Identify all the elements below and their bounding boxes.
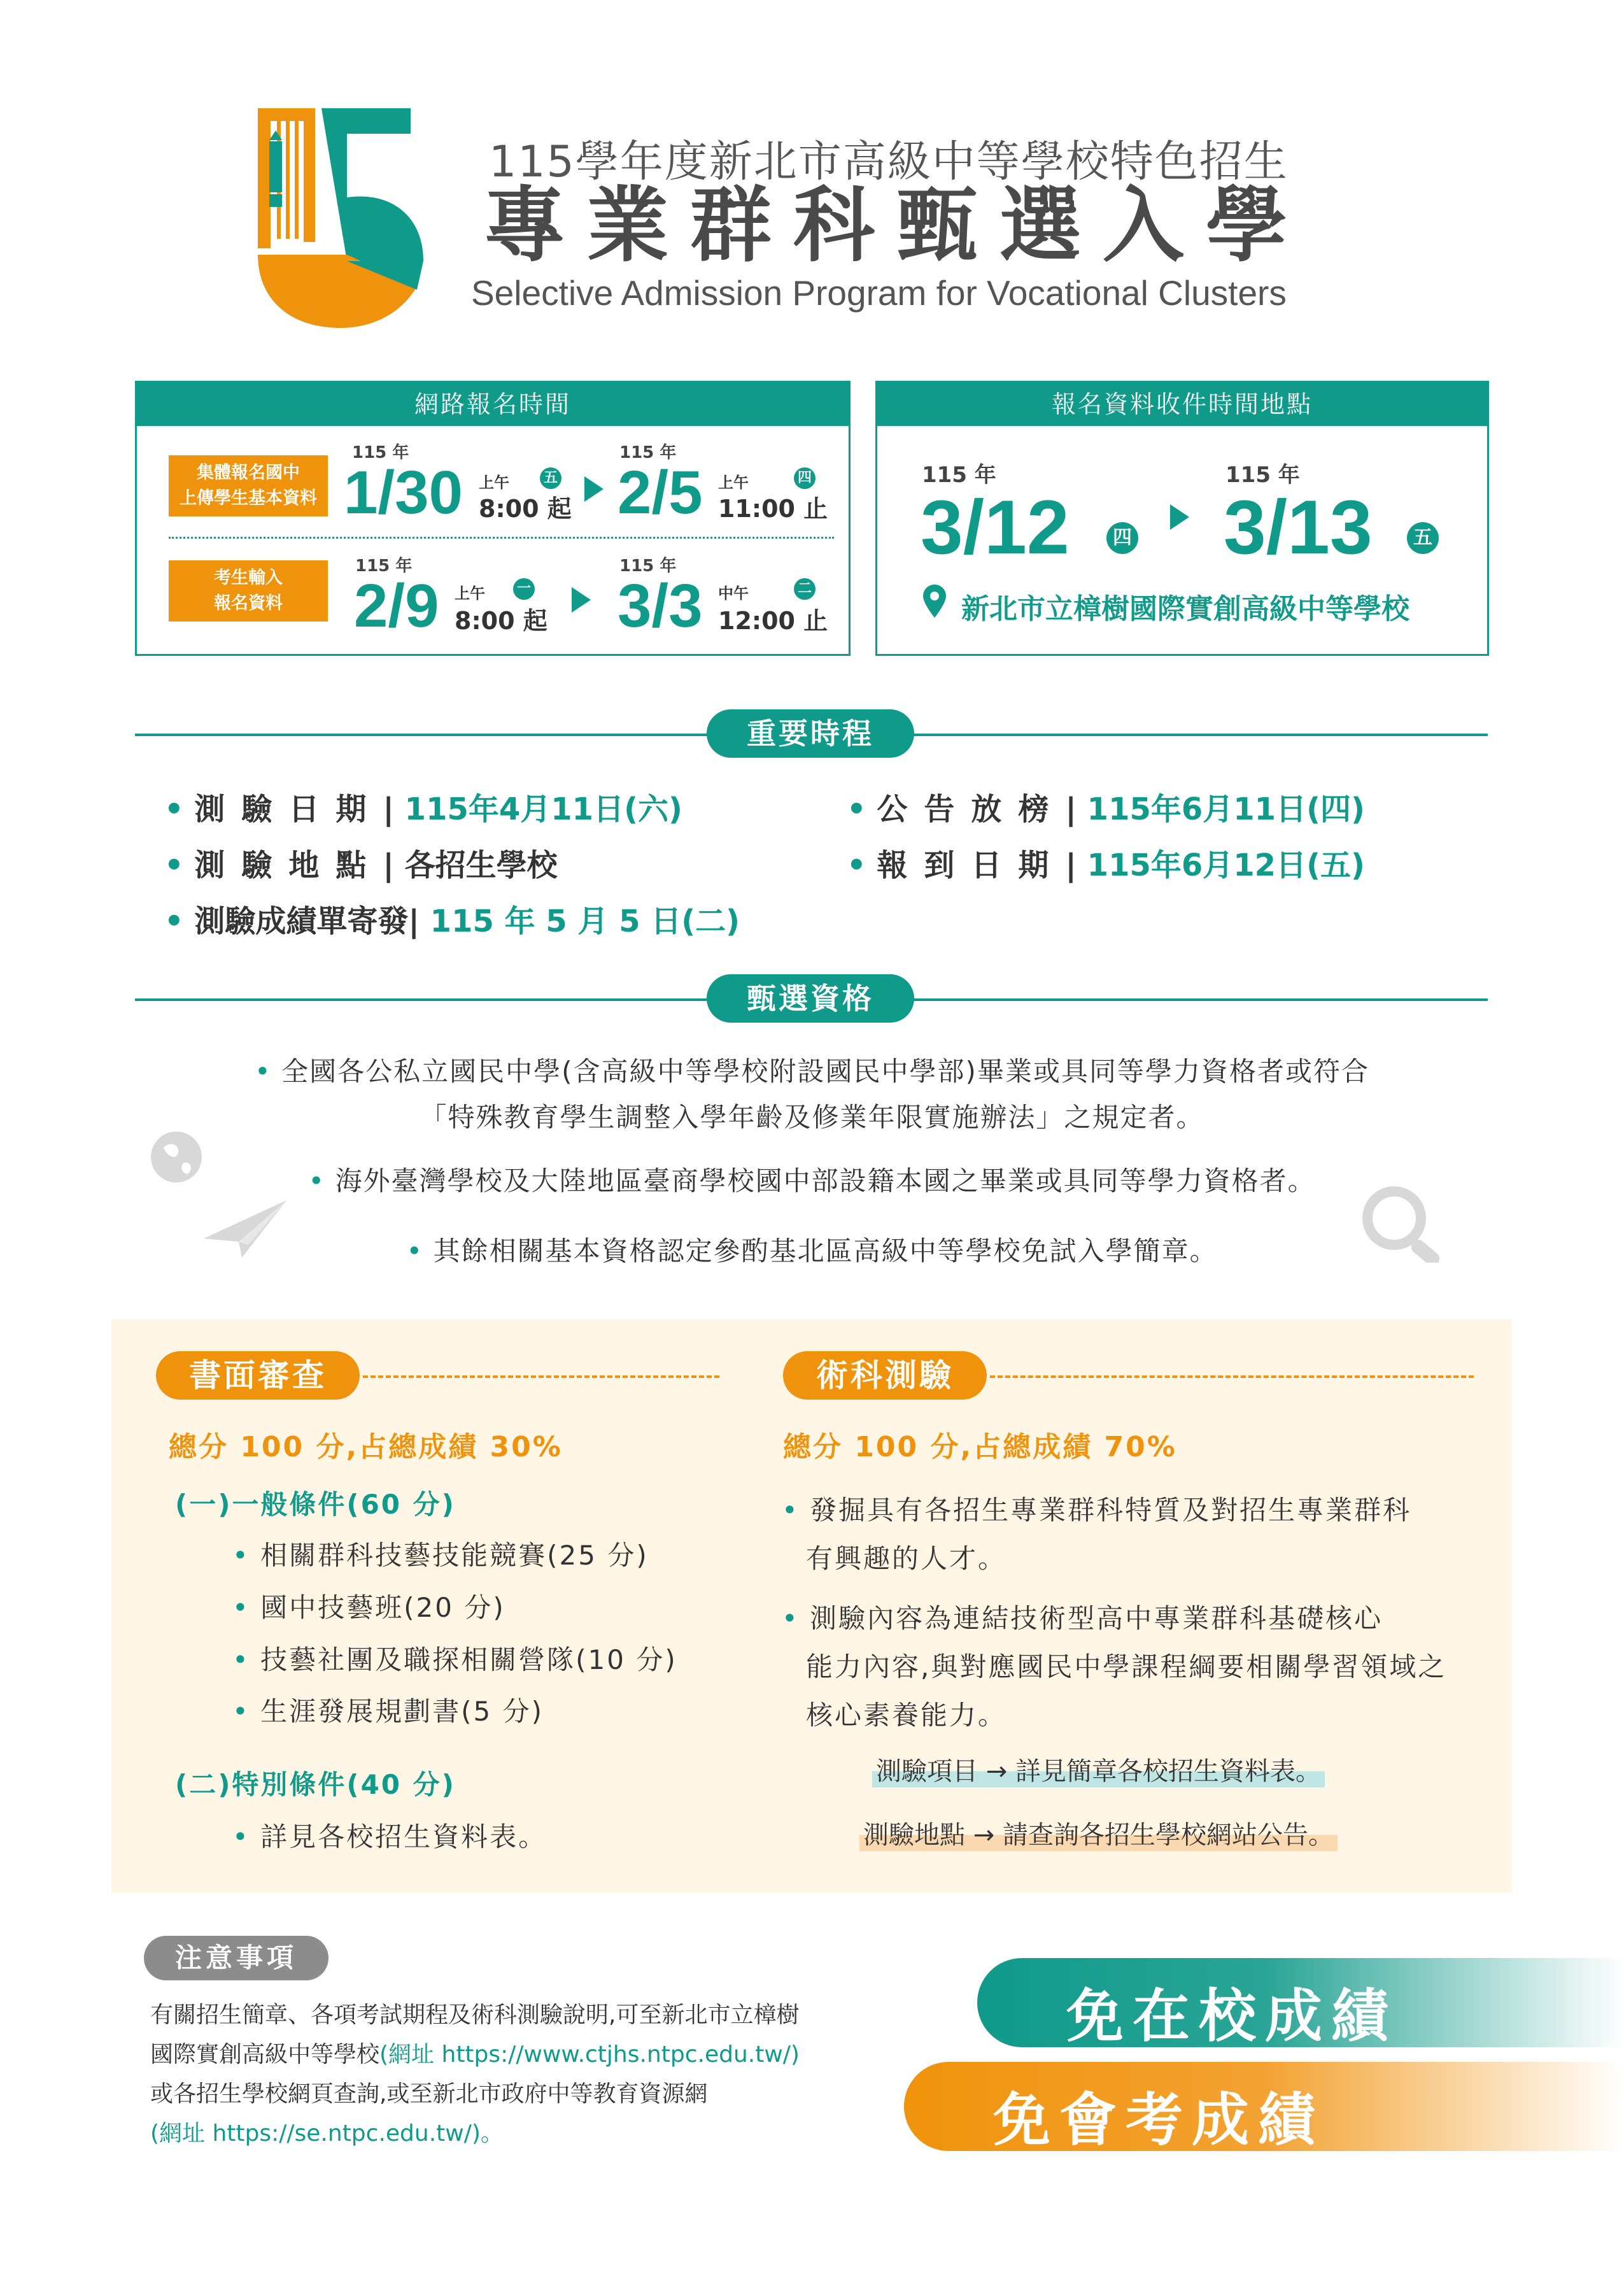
collection-arrow-icon bbox=[1170, 504, 1189, 530]
collection-start-year: 115 年 bbox=[922, 462, 996, 488]
row2-tag: 考生輸入 報名資料 bbox=[169, 560, 328, 621]
schedule-item-test-date: • 測驗日期| 115年4月11日(六) bbox=[164, 792, 682, 827]
logo-icon bbox=[251, 108, 423, 328]
notes-heading: 注意事項 bbox=[144, 1936, 328, 1980]
row2-start-day-badge: 一 bbox=[513, 578, 535, 600]
collection-location: 新北市立樟樹國際實創高級中等學校 bbox=[961, 593, 1409, 625]
row1-end-time: 11:00 止 bbox=[718, 495, 828, 523]
row1-start-ampm: 上午 bbox=[479, 474, 509, 492]
eligibility-line-2: 「特殊教育學生調整入學年齡及修業年限實施辦法」之規定者。 bbox=[420, 1102, 1204, 1133]
skill-test-items-note: 測驗項目 → 詳見簡章各校招生資料表。 bbox=[872, 1751, 1325, 1787]
location-pin-icon bbox=[923, 585, 946, 618]
eligibility-heading: 甄選資格 bbox=[707, 974, 914, 1023]
review-general-conditions: (一)一般條件(60 分) bbox=[175, 1489, 456, 1520]
review-item-3: • 技藝社團及職探相關營隊(10 分) bbox=[232, 1644, 677, 1675]
row2-end-time: 12:00 止 bbox=[718, 607, 828, 635]
schedule-item-score-mailing: • 測驗成績單寄發| 115 年 5 月 5 日(二) bbox=[164, 904, 740, 939]
header-english-title: Selective Admission Program for Vocational Clusters bbox=[471, 273, 1287, 313]
row1-tag: 集體報名國中 上傳學生基本資料 bbox=[169, 455, 328, 516]
review-score: 總分 100 分,占總成績 30% bbox=[169, 1431, 563, 1463]
eligibility-line-3: • 海外臺灣學校及大陸地區臺商學校國中部設籍本國之畢業或具同等學力資格者。 bbox=[308, 1165, 1316, 1196]
review-special-conditions: (二)特別條件(40 分) bbox=[175, 1769, 456, 1800]
skill-test-dash-line bbox=[990, 1375, 1474, 1378]
row2-end-year: 115 年 bbox=[619, 557, 677, 576]
online-registration-heading: 網路報名時間 bbox=[137, 383, 849, 426]
row2-arrow-icon bbox=[572, 587, 591, 613]
review-dash-line bbox=[363, 1375, 719, 1378]
review-item-1: • 相關群科技藝技能競賽(25 分) bbox=[232, 1540, 649, 1571]
row2-start-year: 115 年 bbox=[355, 557, 413, 576]
schedule-item-registration-date: • 報到日期| 115年6月12日(五) bbox=[847, 848, 1365, 883]
row1-start-day-badge: 五 bbox=[540, 467, 561, 489]
row1-arrow-icon bbox=[584, 476, 604, 502]
row2-start-ampm: 上午 bbox=[455, 585, 485, 602]
banner-no-exam-scores: 免會考成績 bbox=[904, 2062, 1624, 2151]
skill-test-heading: 術科測驗 bbox=[783, 1351, 987, 1400]
row2-end-day-badge: 二 bbox=[794, 578, 816, 600]
row1-end-ampm: 上午 bbox=[718, 474, 749, 492]
row2-start-time: 8:00 起 bbox=[455, 607, 547, 635]
collection-end-year: 115 年 bbox=[1225, 462, 1300, 488]
row-divider bbox=[169, 537, 834, 539]
skill-test-score: 總分 100 分,占總成績 70% bbox=[783, 1431, 1177, 1463]
header-subtitle: 115學年度新北市高級中等學校特色招生 bbox=[489, 137, 1289, 187]
row2-end-ampm: 中午 bbox=[718, 585, 749, 602]
row1-start-time: 8:00 起 bbox=[479, 495, 572, 523]
skill-test-location-note: 測驗地點 → 請查詢各招生學校網站公告。 bbox=[859, 1815, 1338, 1851]
review-item-4: • 生涯發展規劃書(5 分) bbox=[232, 1696, 544, 1727]
header-title: 專業群科甄選入學 bbox=[484, 178, 1310, 273]
collection-end-date: 3/13 bbox=[1224, 485, 1373, 570]
row1-end-year: 115 年 bbox=[619, 443, 677, 462]
review-heading: 書面審查 bbox=[156, 1351, 360, 1400]
eligibility-line-4: • 其餘相關基本資格認定參酌基北區高級中等學校免試入學簡章。 bbox=[406, 1235, 1218, 1267]
banner-no-school-grades: 免在校成績 bbox=[977, 1958, 1624, 2047]
collection-heading: 報名資料收件時間地點 bbox=[877, 383, 1487, 426]
schedule-item-announcement: • 公告放榜| 115年6月11日(四) bbox=[847, 792, 1365, 827]
row1-start-date: 1/30 bbox=[344, 458, 463, 527]
schedule-heading: 重要時程 bbox=[707, 709, 914, 758]
collection-start-day-badge: 四 bbox=[1106, 522, 1138, 554]
collection-start-date: 3/12 bbox=[921, 485, 1070, 570]
review-item-2: • 國中技藝班(20 分) bbox=[232, 1592, 505, 1623]
collection-end-day-badge: 五 bbox=[1407, 522, 1439, 554]
row1-start-year: 115 年 bbox=[352, 443, 409, 462]
row1-end-day-badge: 四 bbox=[794, 467, 816, 489]
skill-test-point-1: • 發掘具有各招生專業群科特質及對招生專業群科 有興趣的人才。 bbox=[782, 1494, 1412, 1574]
row1-end-date: 2/5 bbox=[618, 458, 703, 527]
skill-test-point-2: • 測驗內容為連結技術型高中專業群科基礎核心 能力內容,與對應國民中學課程綱要相關學習領域之 核心素養能力。 bbox=[782, 1603, 1447, 1731]
row2-end-date: 3/3 bbox=[618, 572, 703, 640]
review-special-item: • 詳見各校招生資料表。 bbox=[232, 1821, 547, 1852]
notes-body: 有關招生簡章、各項考試期程及術科測驗說明,可至新北市立樟樹 國際實創高級中等學校(網址 https://www.ctjhs.ntpc.edu.tw/) 或各招生學校網頁查詢,或至新北市政府中等教育資源網 (網址 https://se.ntpc.edu.tw/)。 bbox=[150, 2002, 800, 2147]
eligibility-line-1: • 全國各公私立國民中學(含高級中等學校附設國民中學部)畢業或具同等學力資格者或符合 bbox=[255, 1056, 1369, 1087]
schedule-item-test-location: • 測驗地點| 各招生學校 bbox=[164, 848, 558, 883]
row2-start-date: 2/9 bbox=[354, 572, 439, 640]
